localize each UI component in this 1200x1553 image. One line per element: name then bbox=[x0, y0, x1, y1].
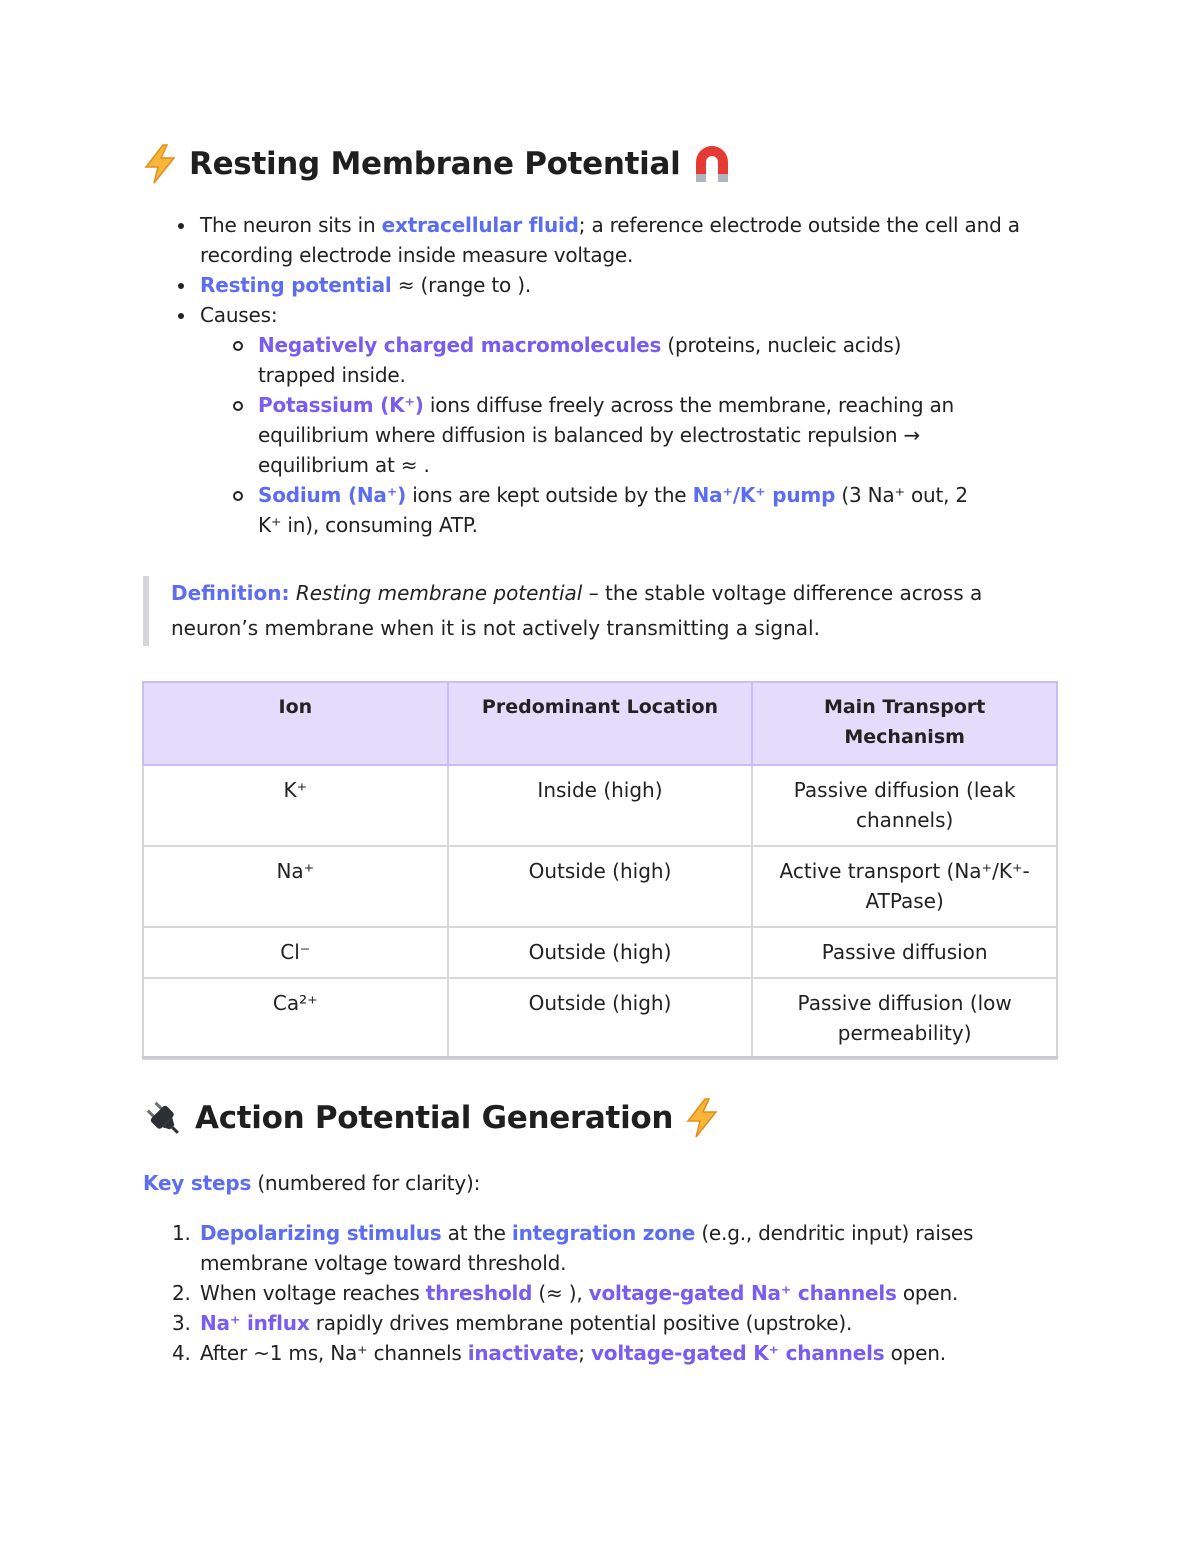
highlight-term: Na⁺/K⁺ pump bbox=[692, 483, 836, 507]
definition-term: Resting membrane potential bbox=[295, 581, 583, 605]
section-heading bbox=[143, 1098, 719, 1138]
highlight-term: voltage-gated K⁺ channels bbox=[590, 1341, 885, 1365]
highlight-term: integration zone bbox=[511, 1221, 696, 1245]
table-row bbox=[143, 927, 1057, 978]
table-row bbox=[143, 846, 1057, 927]
steps-list bbox=[172, 1218, 1032, 1368]
cell-location: Outside (high) bbox=[448, 927, 753, 978]
list-item: 3. Na⁺ influx rapidly drives membrane potential positive (upstroke). bbox=[172, 1311, 853, 1335]
column-header-mechanism: Main Transport Mechanism bbox=[752, 682, 1057, 765]
lightning-icon bbox=[143, 144, 177, 184]
key-steps-intro: Key steps (numbered for clarity): bbox=[143, 1171, 481, 1195]
highlight-term: inactivate bbox=[467, 1341, 579, 1365]
cell-location: Inside (high) bbox=[448, 765, 753, 846]
list-item: Negatively charged macromolecules (proteins, nucleic acids) trapped inside. bbox=[200, 330, 978, 390]
list-item: Potassium (K⁺) ions diffuse freely across the membrane, reaching an equilibrium where diffusion is balanced by electrostatic repulsion → equilibrium at ≈ . bbox=[200, 390, 978, 480]
list-item: 1. Depolarizing stimulus at the integration zone (e.g., dendritic input) raises membrane voltage toward threshold. bbox=[172, 1221, 974, 1275]
highlight-term: voltage-gated Na⁺ channels bbox=[588, 1281, 897, 1305]
list-item: Causes: Negatively charged macromolecules (proteins, nucleic acids) trapped inside. Potassium (K⁺) ions diffuse freely across the membrane, reaching an equilibrium where diffusion is balanced by electrostatic repulsion → equilibrium at ≈ . Sodium (Na⁺) ions are kept outside by the Na⁺/K⁺ pump (3 Na⁺ out, 2 K⁺ in), consuming ATP. bbox=[172, 300, 1032, 540]
cell-mechanism: Passive diffusion (low permeability) bbox=[752, 978, 1057, 1059]
cause-list bbox=[172, 210, 1032, 540]
list-item: 2. When voltage reaches threshold (≈ ), voltage-gated Na⁺ channels open. bbox=[172, 1281, 959, 1305]
lightning-icon bbox=[685, 1098, 719, 1138]
cell-ion: Na⁺ bbox=[143, 846, 448, 927]
definition-callout bbox=[143, 576, 1041, 646]
cell-mechanism: Passive diffusion bbox=[752, 927, 1057, 978]
highlight-term: Na⁺ influx bbox=[200, 1311, 310, 1335]
table-row bbox=[143, 978, 1057, 1059]
cell-ion: Ca²⁺ bbox=[143, 978, 448, 1059]
highlight-term: Resting potential bbox=[200, 273, 392, 297]
cell-location: Outside (high) bbox=[448, 846, 753, 927]
table-row bbox=[143, 765, 1057, 846]
column-header-location: Predominant Location bbox=[448, 682, 753, 765]
section-title: Resting Membrane Potential bbox=[189, 146, 681, 182]
definition-label: Definition: bbox=[171, 581, 290, 605]
horizontal-divider bbox=[142, 1056, 1058, 1059]
definition-text: – the stable voltage difference across a neuron’s membrane when it is not actively transmitting a signal. bbox=[171, 581, 983, 640]
highlight-term: Negatively charged macromolecules bbox=[258, 333, 662, 357]
list-item: Resting potential ≈ (range to ). bbox=[172, 270, 1032, 300]
sub-list bbox=[200, 330, 1032, 540]
highlight-term: Depolarizing stimulus bbox=[200, 1221, 442, 1245]
cell-ion: Cl⁻ bbox=[143, 927, 448, 978]
plug-icon bbox=[143, 1098, 183, 1138]
highlight-term: Key steps bbox=[143, 1171, 252, 1195]
magnet-icon bbox=[692, 144, 732, 184]
cell-mechanism: Passive diffusion (leak channels) bbox=[752, 765, 1057, 846]
cell-ion: K⁺ bbox=[143, 765, 448, 846]
section-title: Action Potential Generation bbox=[195, 1100, 674, 1136]
cell-location: Outside (high) bbox=[448, 978, 753, 1059]
list-item: 4. After ~1 ms, Na⁺ channels inactivate; voltage-gated K⁺ channels open. bbox=[172, 1341, 946, 1365]
highlight-term: Potassium (K⁺) bbox=[258, 393, 424, 417]
section-heading bbox=[143, 144, 732, 184]
table-header-row bbox=[143, 682, 1057, 765]
list-item: Sodium (Na⁺) ions are kept outside by the Na⁺/K⁺ pump (3 Na⁺ out, 2 K⁺ in), consuming ATP. bbox=[200, 480, 978, 540]
highlight-term: threshold bbox=[425, 1281, 533, 1305]
ion-table bbox=[142, 681, 1058, 1060]
column-header-ion: Ion bbox=[143, 682, 448, 765]
list-item: The neuron sits in extracellular fluid; a reference electrode outside the cell and a recording electrode inside measure voltage. bbox=[172, 210, 1032, 270]
highlight-term: extracellular fluid bbox=[381, 213, 579, 237]
highlight-term: Sodium (Na⁺) bbox=[258, 483, 407, 507]
cell-mechanism: Active transport (Na⁺/K⁺-ATPase) bbox=[752, 846, 1057, 927]
